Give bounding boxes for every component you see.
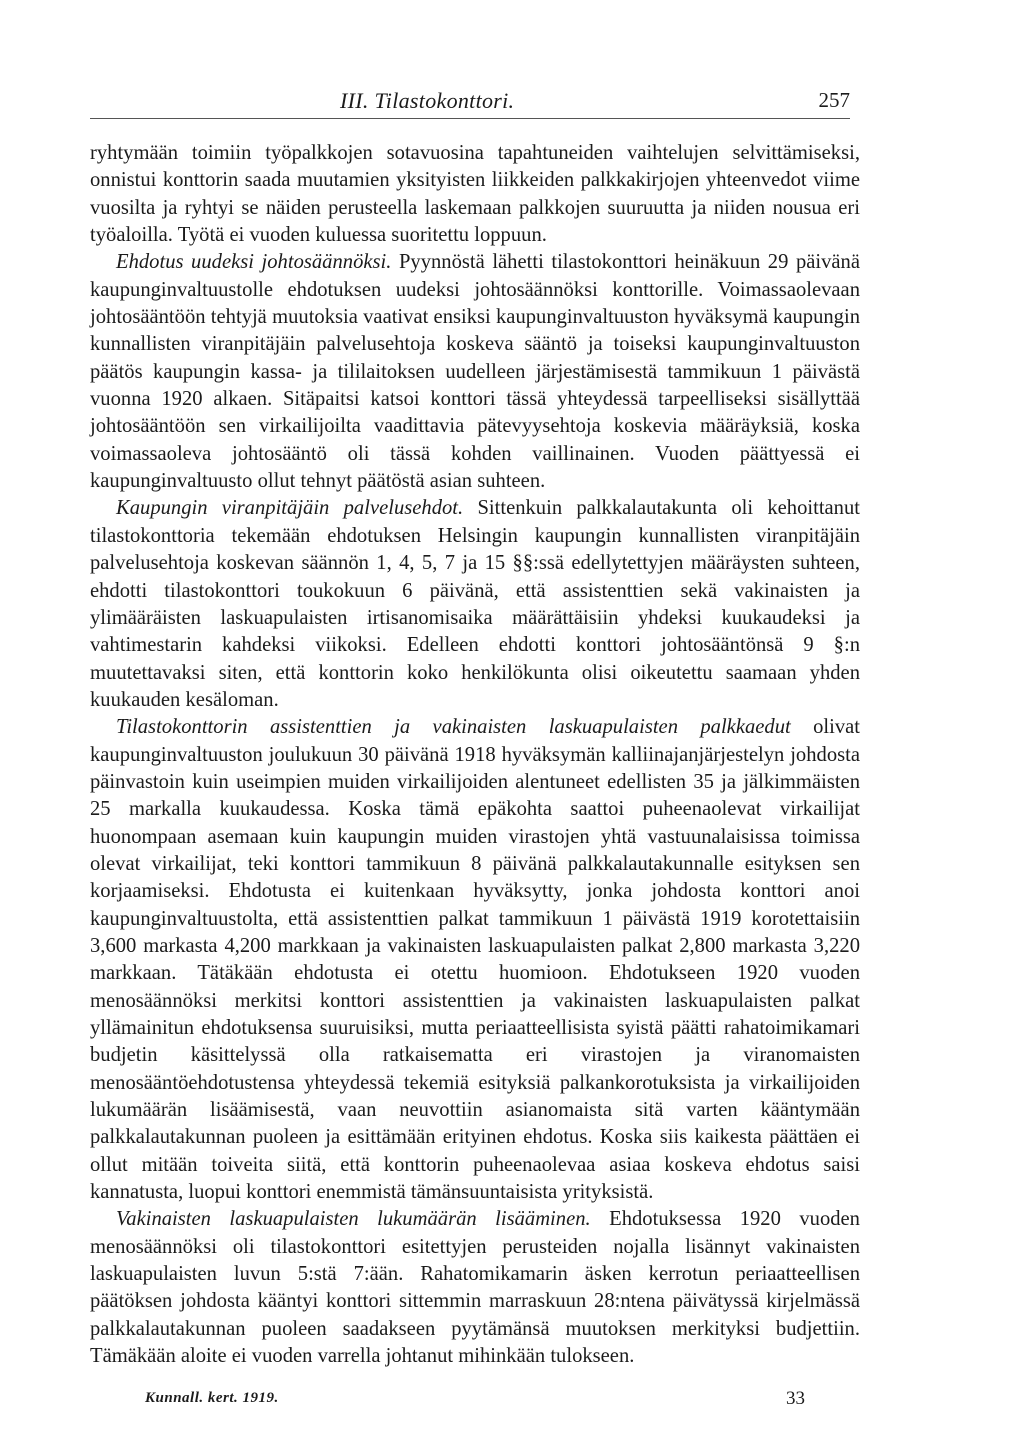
paragraph [90, 714, 860, 1206]
paragraph-text: olivat kaupunginvaltuuston joulukuun 30 päivänä 1918 hyväksymän kalliinajanjärjestelyn johdosta päinvastoin kuin useimpien muiden virkailijoiden alentuneet edellisten 35 ja jälkimmäisten 25 markalla kuukaudessa. Koska tämä epäkohta saattoi puheenaolevat virkailijat huonompaan asemaan kuin kaupungin muiden virastojen yhtä vastuunalaisissa toimissa olevat virkailijat, teki konttori tammikuun 8 päivänä palkkalautakunnalle esityksen sen korjaamiseksi. Ehdotusta ei kuitenkaan hyväksytty, jonka johdosta konttori anoi kaupunginvaltuustolta, että assistenttien palkat tammikuun 1 päivästä 1919 korotettaisiin 3,600 markasta 4,200 markkaan ja vakinaisten laskuapulaisten palkat 2,800 markasta 3,220 markkaan. Tätäkään ehdotusta ei otettu huomioon. Ehdotukseen 1920 vuoden menosäännöksi merkitsi konttori assistenttien ja vakinaisten laskuapulaisten palkat yllämainitun ehdotuksensa suuruisiksi, mutta periaatteellisista syistä päätti rahatoimikamari budjetin käsittelyssä olla ratkaisematta eri virastojen ja viranomaisten menosääntöehdotustensa yhteydessä tekemiä esityksiä palkankorotuksista ja virkailijoiden lukumäärän lisäämisestä, vaan neuvottiin asianomaista sitä varten kääntymään palkkalautakunnan puoleen ja esittämään erityinen ehdotus. Koska siis kaikesta päättäen ei ollut mitään toiveita siitä, että konttorin puheenaolevaa asiaa koskeva ehdotus saisi kannatusta, luopui konttori enemmistä tämänsuuntaisista yrityksistä. [90, 716, 860, 1204]
page-footer [145, 1388, 805, 1418]
running-title: III. Tilastokonttori. [340, 88, 515, 113]
paragraph [90, 140, 860, 249]
paragraph-text: Sittenkuin palkkalautakunta oli kehoittanut tilastokonttoria tekemään ehdotuksen Helsingin kaupungin kunnallisten viranpitäjäin palvelusehtoja koskevan säännön 1, 4, 5, 7 ja 15 §§:ssä edellytettyjen määräysten suhteen, ehdotti tilastokonttori toukokuun 6 päivänä, että assistenttien sekä vakinaisten ja ylimääräisten laskuapulaisten irtisanomisaika määrättäisiin yhdeksi kuukaudeksi ja vahtimestarin kahdeksi viikoksi. Edelleen ehdotti konttori johtosääntönsä 9 §:n muutettavaksi siten, että konttorin koko henkilökunta olisi oikeutettu saamaan yhden kuukauden kesäloman. [90, 497, 860, 711]
page-number: 257 [818, 88, 850, 112]
paragraph [90, 495, 860, 714]
paragraph [90, 249, 860, 495]
paragraph-heading: Ehdotus uudeksi johtosäännöksi. [116, 251, 392, 274]
signature-mark: 33 [786, 1388, 805, 1409]
header-rule [90, 118, 850, 119]
page-header [90, 88, 850, 122]
paragraph-heading: Tilastokonttorin assistenttien ja vakinaisten laskuapulaisten palkkaedut [116, 716, 791, 739]
publication-reference: Kunnall. kert. 1919. [145, 1390, 279, 1406]
paragraph [90, 1206, 860, 1370]
paragraph-heading: Vakinaisten laskuapulaisten lukumäärän lisääminen. [116, 1208, 591, 1231]
paragraph-heading: Kaupungin viranpitäjäin palvelusehdot. [116, 497, 464, 520]
body-text [90, 140, 860, 1370]
paragraph-text: Ehdotuksessa 1920 vuoden menosäännöksi oli tilastokonttori esitettyjen perusteiden nojalla lisännyt vakinaisten laskuapulaisten luvun 5:stä 7:ään. Rahatomikamarin äsken kerrotun periaatteellisen päätöksen johdosta kääntyi konttori sittemmin marraskuun 28:ntena päivätyssä kirjelmässä palkkalautakunnan puoleen saadakseen pyytämänsä muutoksen merkityksi budjettiin. Tämäkään aloite ei vuoden varrella johtanut mihinkään tulokseen. [90, 1208, 860, 1368]
paragraph-text: Pyynnöstä lähetti tilastokonttori heinäkuun 29 päivänä kaupunginvaltuustolle ehdotuksen uudeksi johtosäännöksi konttorille. Voimassaolevaan johtosääntöön tehtyjä muutoksia vaativat ensiksi kaupunginvaltuuston hyväksymä kaupungin kunnallisten viranpitäjäin palvelusehtoja koskeva sääntö ja toiseksi kaupunginvaltuuston päätös kaupungin kassa- ja tililaitoksen uudelleen järjestämisestä tammikuun 1 päivästä vuonna 1920 alkaen. Sitäpaitsi katsoi konttori tässä yhteydessä tarpeelliseksi sisällyttää johtosääntöön sen virkailijoilta vaadittavia pätevyysehtoja koskevia määräyksiä, koska voimassaoleva johtosääntö oli tässä kohden vaillinainen. Vuoden päättyessä ei kaupunginvaltuusto ollut tehnyt päätöstä asian suhteen. [90, 251, 860, 493]
paragraph-text: ryhtymään toimiin työpalkkojen sotavuosina tapahtuneiden vaihtelujen selvittämiseksi, onnistui konttorin saada muutamien yksityisten liikkeiden palkkakirjojen yhteenvedot viime vuosilta ja ryhtyi se näiden perusteella laskemaan palkkojen suuruutta ja niiden nousua eri työaloilla. Työtä ei vuoden kuluessa suoritettu loppuun. [90, 142, 860, 247]
